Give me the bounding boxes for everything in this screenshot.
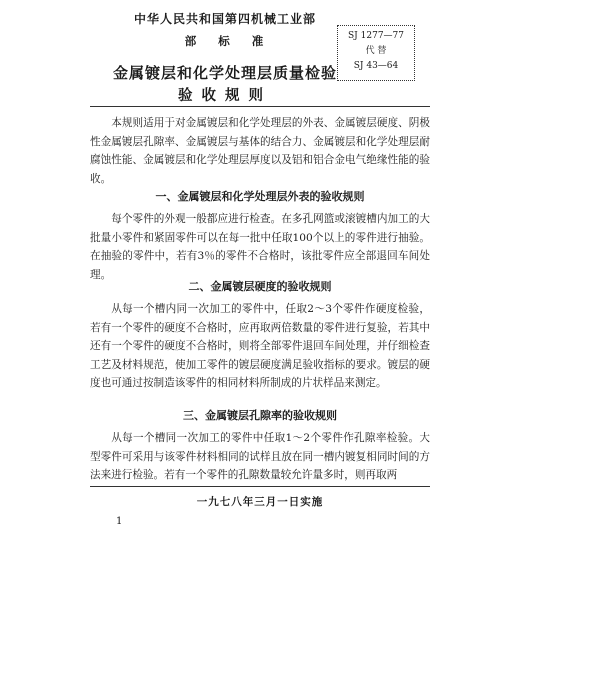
intro-paragraph: 本规则适用于对金属镀层和化学处理层的外表、金属镀层硬度、阴极性金属镀层孔隙率、金属镀层与基体的结合力、金属镀层和化学处理层耐腐蚀性能、金属镀层和化学处理层厚度以及铝和铝合金电气绝缘性能的验收。 xyxy=(90,117,430,185)
replaced-code: SJ 43—64 xyxy=(353,61,399,71)
section-text-porosity: 从每一个槽同一次加工的零件中任取1～2个零件作孔隙率检验。大型零件可采用与该零件材料相同的试样且放在同一槽内镀复相同时间的方法来进行检验。若有一个零件的孔隙数量较允许量多时，则再取两 xyxy=(90,432,430,481)
section-text-hardness: 从每一个槽内同一次加工的零件中，任取2～3个零件作硬度检验，若有一个零件的硬度不合格时，应再取两倍数量的零件进行复验，若其中还有一个零件的硬度不合格时，则将全部零件退回车间处理，并仔细检查工艺及材料规范，使加工零件的镀层硬度满足验收指标的要求。镀层的硬度也可通过按制造该零件的相同材料所制成的片状样品来测定。 xyxy=(90,303,430,389)
section-text-appearance: 每个零件的外观一般都应进行检查。在多孔网篮或滚镀槽内加工的大批量小零件和紧固零件可以在每一批中任取100个以上的零件进行抽验。在抽验的零件中，若有3％的零件不合格时，该批零件应全部退回车间处理。 xyxy=(90,213,430,281)
standard-code: SJ 1277—77 xyxy=(348,31,404,41)
effective-date: 一九七八年三月一日实施 xyxy=(196,496,324,508)
document-title: 金属镀层和化学处理层质量检验 xyxy=(112,64,337,82)
header-divider xyxy=(90,106,430,107)
ministry-name: 中华人民共和国第四机械工业部 xyxy=(133,12,316,26)
page-number: 1 xyxy=(116,516,123,527)
replaces-label: 代 替 xyxy=(365,46,387,56)
document-subtitle: 验收规则 xyxy=(178,87,272,104)
section-heading-hardness: 二、金属镀层硬度的验收规则 xyxy=(188,280,332,293)
footer-divider xyxy=(90,486,430,487)
standard-code-box xyxy=(337,25,415,81)
section-heading-appearance: 一、金属镀层和化学处理层外表的验收规则 xyxy=(155,190,365,203)
standard-type: 部 标 准 xyxy=(184,34,266,48)
section-heading-porosity: 三、金属镀层孔隙率的验收规则 xyxy=(183,409,337,422)
